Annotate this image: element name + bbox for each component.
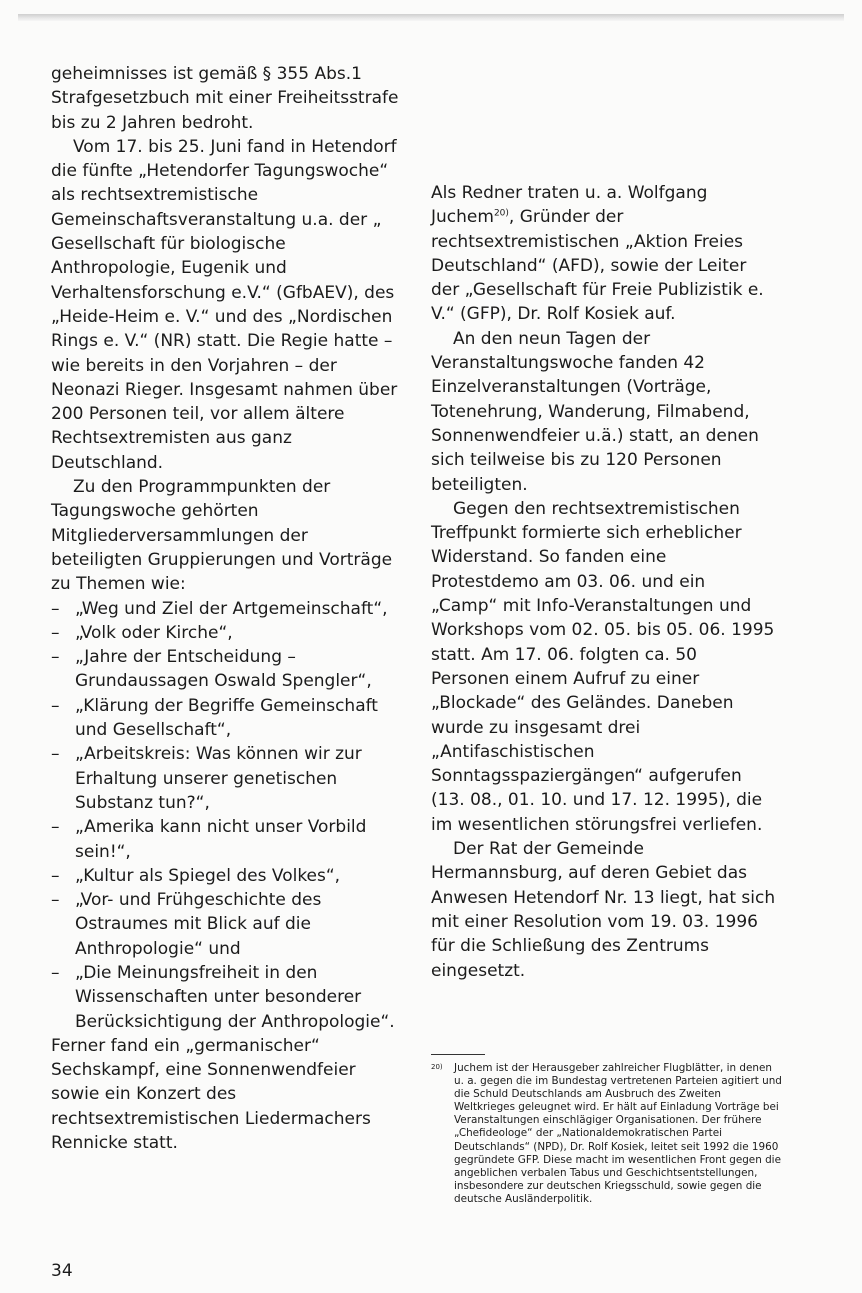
list-item: – „Kultur als Spiegel des Volkes“,: [51, 864, 401, 888]
footnote-mark: 20): [431, 1063, 443, 1071]
page-number: 34: [51, 1261, 73, 1281]
left-paragraph-4: Ferner fand ein „germanischer“ Sechskampf, eine Sonnenwendfeier sowie ein Konzert des rechtsextremistischen Liedermachers Rennicke statt.: [51, 1035, 371, 1154]
left-paragraph-3: Zu den Programmpunkten der Tagungswoche gehörten Mitgliederversammlungen der beteiligten Gruppierungen und Vorträge zu Themen wie:: [51, 477, 393, 595]
list-item: – „Amerika kann nicht unser Vorbild sein!“,: [51, 815, 401, 864]
topic-list: [51, 597, 401, 1034]
right-paragraph-4: Der Rat der Gemeinde Hermannsburg, auf deren Gebiet das Anwesen Hetendorf Nr. 13 liegt, hat sich mit einer Resolution vom 19. 03. 1996 für die Schließung des Zentrums eingesetzt.: [431, 839, 776, 981]
list-item: – „Volk oder Kirche“,: [51, 621, 401, 645]
footnote-divider: [431, 1054, 485, 1055]
scan-top-edge: [18, 14, 844, 21]
right-column: [431, 181, 776, 983]
right-paragraph-1-end: , Gründer der rechtsextremistischen „Aktion Freies Deutschland“ (AFD), sowie der Leiter der „Gesellschaft für Freie Publizistik e. V.“ (GFP), Dr. Rolf Kosiek auf.: [431, 207, 764, 325]
footnote-reference: 20): [493, 208, 509, 219]
footnote-text: Juchem ist der Herausgeber zahlreicher Flugblätter, in denen u. a. gegen die im Bundestag vertretenen Parteien agitiert und die Schuld Deutschlands am Ausbruch des Zweiten Weltkrieges geleugnet wird. Er hält auf Einladung Vorträge bei Veranstaltungen einschlägiger Organisationen. Der frühere „Chefideologe“ der „Nationaldemokratischen Partei Deutschlands“ (NPD), Dr. Rolf Kosiek, leitet seit 1992 die 1960 gegründete GFP. Diese macht im wesentlichen Front gegen die angeblichen verbalen Tabus und Geschichtsentstellungen, insbesondere zur deutschen Kriegsschuld, sowie gegen die deutsche Ausländerpolitik.: [454, 1062, 782, 1205]
list-item: – „Klärung der Begriffe Gemeinschaft und Gesellschaft“,: [51, 694, 401, 743]
right-paragraph-1-start: Als Redner traten u. a. Wolfgang Juchem: [431, 183, 708, 228]
list-item: – „Weg und Ziel der Artgemeinschaft“,: [51, 597, 401, 621]
right-paragraph-1: [431, 181, 776, 327]
list-item: – „Vor- und Frühgeschichte des Ostraumes mit Blick auf die Anthropologie“ und: [51, 888, 401, 961]
left-paragraph-1: geheimnisses ist gemäß § 355 Abs.1 Strafgesetzbuch mit einer Freiheitsstrafe bis zu 2 Jahren bedroht.: [51, 64, 399, 133]
right-paragraph-2: An den neun Tagen der Veranstaltungswoche fanden 42 Einzelveranstaltungen (Vorträge, Totenehrung, Wanderung, Filmabend, Sonnenwendfeier u.ä.) statt, an denen sich teilweise bis zu 120 Personen beteiligten.: [431, 328, 759, 495]
left-paragraph-2: Vom 17. bis 25. Juni fand in Hetendorf die fünfte „Hetendorfer Tagungswoche“ als rechtsextremistische Gemeinschaftsveranstaltung u.a. der „ Gesellschaft für biologische Anthropologie, Eugenik und Verhaltensforschung e.V.“ (GfbAEV), des „Heide-Heim e. V.“ und des „Nordischen Rings e. V.“ (NR) statt. Die Regie hatte – wie bereits in den Vorjahren – der Neonazi Rieger. Insgesamt nahmen über 200 Personen teil, vor allem ältere Rechtsextremisten aus ganz Deutschland.: [51, 136, 398, 473]
list-item: – „Jahre der Entscheidung – Grundaussagen Oswald Spengler“,: [51, 645, 401, 694]
right-paragraph-3: Gegen den rechtsextremistischen Treffpunkt formierte sich erheblicher Widerstand. So fanden eine Protestdemo am 03. 06. und ein „Camp“ mit Info-Veranstaltungen und Workshops vom 02. 05. bis 05. 06. 1995 statt. Am 17. 06. folgten ca. 50 Personen einem Aufruf zu einer „Blockade“ des Geländes. Daneben wurde zu insgesamt drei „Antifaschistischen Sonntagsspaziergängen“ aufgerufen (13. 08., 01. 10. und 17. 12. 1995), die im wesentlichen störungsfrei verliefen.: [431, 498, 775, 835]
left-column: [51, 62, 401, 1155]
list-item: – „Arbeitskreis: Was können wir zur Erhaltung unserer genetischen Substanz tun?“,: [51, 742, 401, 815]
list-item: – „Die Meinungsfreiheit in den Wissenschaften unter besonderer Berücksichtigung der Anthropologie“.: [51, 961, 401, 1034]
footnote: [431, 1062, 783, 1206]
